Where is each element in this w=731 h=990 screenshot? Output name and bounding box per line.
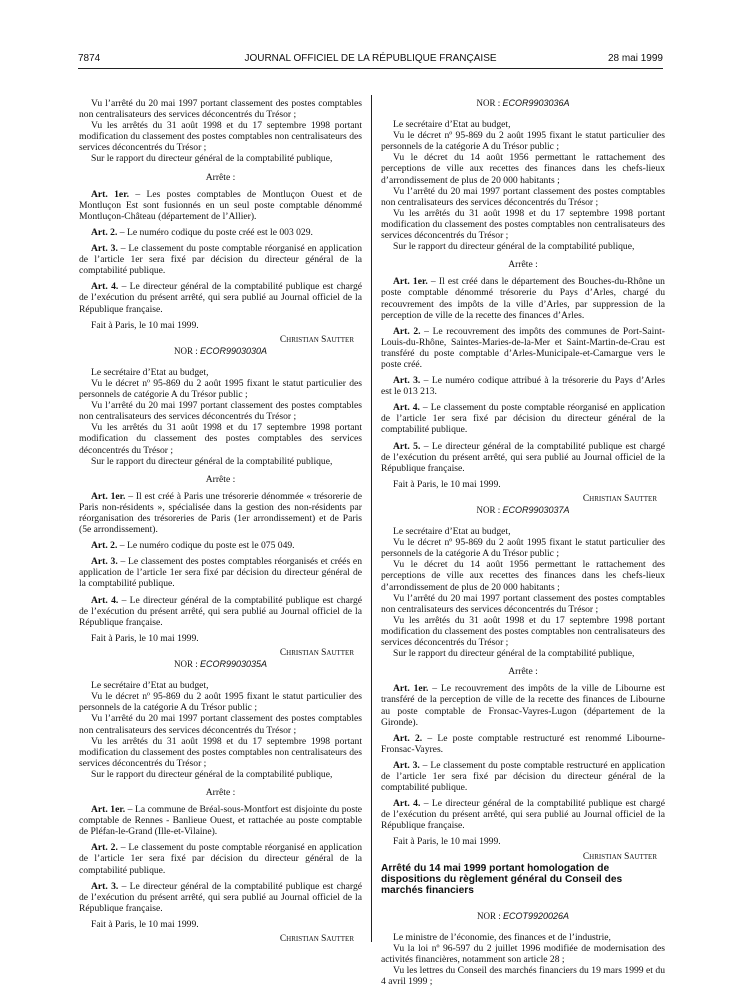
decree-title: Arrêté du 14 mai 1999 portant homologation de dispositions du règlement général du Conseil des marchés financiers [381,862,623,897]
article-paragraph [79,189,362,222]
article-text: – Le directeur général de la comptabilité publique est chargé de l’exécution du présent arrêté, qui sera publié au Journal officiel de la République française. [79,594,363,628]
decree-block [381,863,665,988]
visa-paragraph: Vu le décret nº 95-869 du 2 août 1995 fixant le statut particulier des personnels de la catégorie A du Trésor public ; [79,691,362,714]
article-paragraph [79,556,362,589]
article-label: Art. 2. [393,732,423,744]
visa-paragraph: Vu l’arrêté du 20 mai 1997 portant classement des postes comptables non centralisateurs des services déconcentrés du Trésor ; [79,713,362,736]
article-label: Art. 2. [91,226,118,238]
article-label: Art. 2. [91,540,118,552]
issue-date: 28 mai 1999 [607,53,663,64]
article-text: – Le directeur général de la comptabilité publique est chargé de l’exécution du présent arrêté, qui sera publié au Journal officiel de la République française. [381,440,665,474]
article-paragraph [381,375,665,397]
visa-paragraph: Vu l’arrêté du 20 mai 1997 portant classement des postes comptables non centralisateurs des services déconcentrés du Trésor ; [381,185,665,208]
header-rule [78,68,663,69]
visa-paragraph: Le secrétaire d’Etat au budget, [91,366,209,378]
article-paragraph [79,243,362,276]
nor-reference [79,659,362,670]
nor-label: NOR : [476,505,503,515]
visa-paragraph: Le ministre de l’économie, des finances et de l’industrie, [393,931,611,943]
nor-reference [381,98,665,109]
right-column [381,98,665,987]
signature: Christian Sautter [279,647,354,658]
article-label: Art. 3. [393,375,421,387]
signing-place-date: Fait à Paris, le 10 mai 1999. [393,478,501,490]
article-paragraph [79,804,362,837]
article-label: Art. 2. [393,325,421,337]
article-text: – Le numéro codique du poste est le 075 049. [117,540,295,552]
signature: Christian Sautter [279,334,354,345]
arrete-heading: Arrête : [508,259,538,271]
article-paragraph [381,441,665,474]
signature: Christian Sautter [279,934,354,944]
article-label: Art. 3. [91,880,119,892]
visa-paragraph: Le secrétaire d’Etat au budget, [393,119,511,131]
article-label: Art. 2. [91,842,118,854]
visa-paragraph: Vu les arrêtés du 31 août 1998 et du 17 septembre 1998 portant modification du classement des postes comptables non centralisateurs des services déconcentrés du Trésor ; [381,207,665,242]
visa-paragraph: Vu les arrêtés du 31 août 1998 et du 17 septembre 1998 portant modification du classement des postes comptables non centralisateurs des services déconcentrés du Trésor ; [79,735,362,769]
article-paragraph [381,326,665,370]
article-text: – Le classement du poste comptable réorganisé en application de l’article 1er sera fixé par décision du directeur général de la comptabilité publique. [79,842,363,876]
signature: Christian Sautter [582,851,657,862]
visa-paragraph: Vu le décret nº 95-869 du 2 août 1995 fixant le statut particulier des personnels de catégorie A du Trésor public ; [79,377,362,401]
visa-paragraph: Sur le rapport du directeur général de la comptabilité publique, [91,153,333,165]
article-paragraph [79,227,362,238]
article-paragraph [381,733,665,755]
decree-block [381,98,665,505]
decree-block [79,659,362,945]
nor-label: NOR : [476,910,503,921]
decree-block [381,505,665,863]
article-paragraph [79,540,362,551]
article-label: Art. 4. [91,594,119,606]
visa-paragraph: Sur le rapport du directeur général de la comptabilité publique, [91,768,333,780]
nor-label: NOR : [173,345,200,356]
visa-paragraph: Vu la loi nº 96-597 du 2 juillet 1996 modifiée de modernisation des activités financières, notamment son article 28 ; [381,943,665,966]
visa-paragraph: Sur le rapport du directeur général de la comptabilité publique, [393,648,635,660]
article-label: Art. 4. [91,281,119,293]
article-label: Art. 3. [91,556,118,568]
nor-reference [79,346,362,357]
page-header [78,53,663,67]
article-label: Art. 1er. [91,490,126,502]
visa-paragraph: Vu le décret du 14 août 1956 permettant le rattachement des perceptions de ville aux recettes des finances dans les chefs-lieux d’arrondissement de plus de 20 000 habitants ; [381,559,665,593]
article-text: – Le directeur général de la comptabilité publique est chargé de l’exécution du présent arrêté, qui sera publié au Journal officiel de la République française. [79,880,363,914]
article-text: – Les postes comptables de Montluçon Ouest et de Montluçon Est sont fusionnés en un seul poste comptable dénommé Montluçon-Château (département de l’Allier). [79,188,362,222]
arrete-heading: Arrête : [205,786,236,798]
visa-paragraph: Vu le décret du 14 août 1956 permettant le rattachement des perceptions de ville aux recettes des finances dans les chefs-lieux d’arrondissement de plus de 20 000 habitants ; [381,152,665,186]
article-label: Art. 1er. [393,276,428,288]
left-column [79,98,362,945]
article-text: – Le poste comptable restructuré est renommé Libourne-Fronsac-Vayres. [381,732,666,755]
signing-place-date: Fait à Paris, le 10 mai 1999. [91,319,199,331]
page-number: 7874 [78,53,101,64]
article-text: – Le classement du poste comptable restructuré en application de l’article 1er sera fixé par décision du directeur général de la comptabilité publique. [381,759,665,794]
arrete-heading: Arrête : [205,171,236,183]
nor-reference [381,911,665,922]
nor-label: NOR : [173,659,200,670]
article-paragraph [79,281,362,314]
article-paragraph [381,798,665,831]
visa-paragraph: Vu le décret nº 95-869 du 2 août 1995 fixant le statut particulier des personnels de la catégorie A du Trésor public ; [381,130,665,153]
visa-paragraph: Vu l’arrêté du 20 mai 1997 portant classement des postes comptables non centralisateurs des services déconcentrés du Trésor ; [381,592,665,615]
arrete-heading: Arrête : [508,666,538,678]
visa-paragraph: Vu les arrêtés du 31 août 1998 et du 17 septembre 1998 portant modification du classement des postes comptables non centralisateurs des services déconcentrés du Trésor ; [79,120,362,154]
nor-label: NOR : [476,98,503,108]
article-paragraph [79,842,362,875]
article-text: – La commune de Bréal-sous-Montfort est disjointe du poste comptable de Rennes - Banlieue Ouest, et rattachée au poste comptable de Pléfan-le-Grand (Ille-et-Vilaine). [79,804,362,838]
article-text: – Le recouvrement des impôts de la ville de Libourne est transféré de la perception de ville de la recette des finances de Libourne au poste comptable de Fronsac-Vayres-Lugon (département de la Gironde). [381,683,665,728]
article-paragraph [381,402,665,435]
article-label: Art. 4. [393,402,420,414]
article-label: Art. 1er. [91,804,126,816]
nor-code: ECOR9903030A [199,345,268,356]
column-divider [371,95,372,942]
article-paragraph [79,881,362,914]
article-label: Art. 3. [393,759,420,771]
visa-paragraph: Vu le décret nº 95-869 du 2 août 1995 fixant le statut particulier des personnels de la catégorie A du Trésor public ; [381,537,665,560]
visa-paragraph: Vu l’arrêté du 20 mai 1997 portant classement des postes comptables non centralisateurs des services déconcentrés du Trésor ; [79,400,362,423]
signature: Christian Sautter [582,493,657,504]
nor-reference [381,505,665,516]
article-text: – Il est créé à Paris une trésorerie dénommée « trésorerie de Paris non-résidents », spécialisée dans la gestion des non-résidents par réorganisation des trésoreries de Paris (1er arrondissement) et de Paris (5e arrondissement). [79,490,362,536]
signing-place-date: Fait à Paris, le 10 mai 1999. [393,836,501,848]
article-text: – Le recouvrement des impôts des communes de Port-Saint-Louis-du-Rhône, Saintes-Maries-de-la-Mer et Saint-Martin-de-Crau est transféré du poste comptable d’Arles-Municipale-et-Camargue vers le poste créé. [381,325,665,370]
visa-paragraph: Vu l’arrêté du 20 mai 1997 portant classement des postes comptables non centralisateurs des services déconcentrés du Trésor ; [79,98,362,121]
article-paragraph [381,276,665,320]
visa-paragraph: Le secrétaire d’Etat au budget, [91,680,209,692]
nor-code: ECOR9903037A [502,505,570,515]
signing-place-date: Fait à Paris, le 10 mai 1999. [91,632,199,644]
article-label: Art. 1er. [91,188,129,200]
article-text: – Le directeur général de la comptabilité publique est chargé de l’exécution du présent arrêté, qui sera publié au Journal officiel de la République française. [381,798,665,832]
article-text: – Le classement du poste comptable réorganisé en application de l’article 1er sera fixé par décision du directeur général de la comptabilité publique. [381,402,665,436]
article-paragraph [381,683,665,727]
journal-title: JOURNAL OFFICIEL DE LA RÉPUBLIQUE FRANÇAISE [244,53,497,64]
article-label: Art. 4. [393,798,421,810]
visa-paragraph: Vu les lettres du Conseil des marchés financiers du 19 mars 1999 et du 4 avril 1999 ; [381,965,665,988]
article-text: – Le classement des postes comptables réorganisés et créés en application de l’article 1er sera fixé par décision du directeur général de la comptabilité publique. [79,556,362,590]
article-text: – Le classement du poste comptable réorganisé en application de l’article 1er sera fixé par décision du directeur général de la comptabilité publique. [79,243,363,277]
nor-code: ECOR9903035A [199,659,268,670]
article-paragraph [79,491,362,535]
article-text: – Le numéro codique attribué à la trésorerie du Pays d’Arles est le 013 213. [381,375,665,398]
article-label: Art. 1er. [393,683,429,695]
nor-code: ECOR9903036A [502,98,570,108]
decree-block [79,98,362,346]
nor-code: ECOT9920026A [502,910,570,921]
arrete-heading: Arrête : [205,473,236,485]
visa-paragraph: Le secrétaire d’Etat au budget, [393,526,511,538]
visa-paragraph: Sur le rapport du directeur général de la comptabilité publique, [91,455,333,467]
signing-place-date: Fait à Paris, le 10 mai 1999. [91,918,199,930]
visa-paragraph: Vu les arrêtés du 31 août 1998 et du 17 septembre 1998 portant modification du classement des postes comptables des services déconcentrés du Trésor ; [79,422,362,456]
visa-paragraph: Vu les arrêtés du 31 août 1998 et du 17 septembre 1998 portant modification du classement des postes comptables non centralisateurs des services déconcentrés du Trésor ; [381,614,665,649]
article-paragraph [79,595,362,628]
article-text: – Il est créé dans le département des Bouches-du-Rhône un poste comptable dénommé trésorerie du Pays d’Arles, chargé du recouvrement des impôts de la ville d’Arles, par suppression de la perception de ville de la recette des finances d’Arles. [381,276,665,321]
article-text: – Le numéro codique du poste créé est le 003 029. [117,226,313,238]
visa-paragraph: Sur le rapport du directeur général de la comptabilité publique, [393,241,635,253]
article-paragraph [381,760,665,793]
article-text: – Le directeur général de la comptabilité publique est chargé de l’exécution du présent arrêté, qui sera publié au Journal officiel de la République française. [79,281,363,315]
article-label: Art. 5. [393,440,421,452]
article-label: Art. 3. [91,243,118,255]
decree-block [79,346,362,659]
